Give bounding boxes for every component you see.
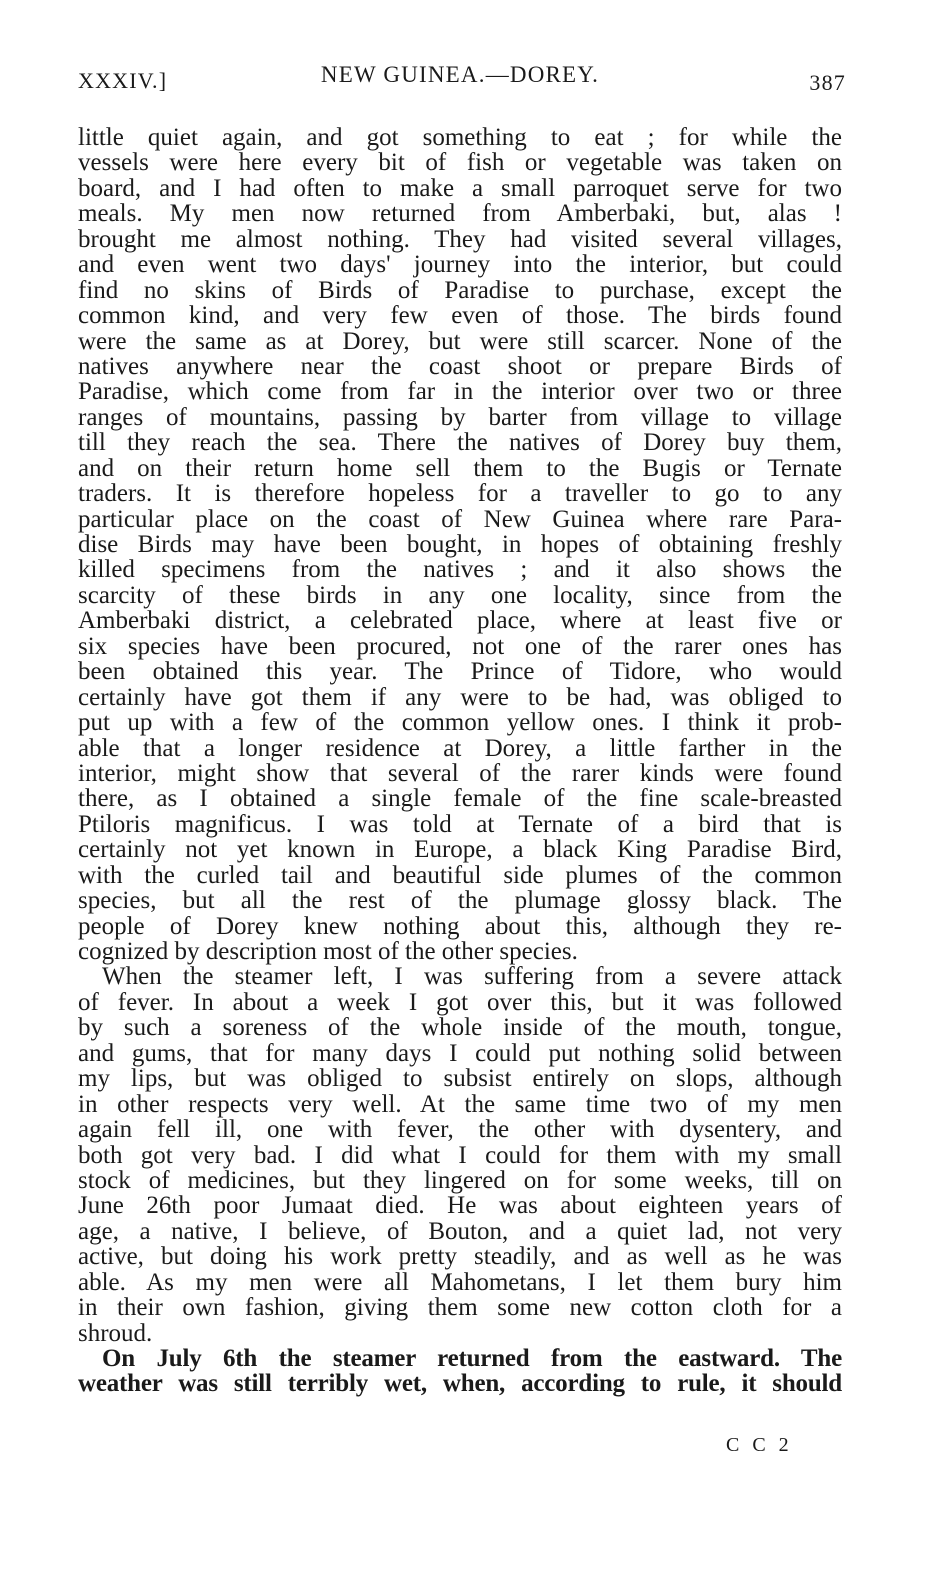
text-line: were the same as at Dorey, but were still scarcer. None of the	[78, 327, 842, 355]
text-line: brought me almost nothing. They had visited several villages,	[78, 225, 842, 253]
text-line: Amberbaki district, a celebrated place, where at least five or	[78, 607, 842, 635]
text-line: there, as I obtained a single female of the fine scale-breasted	[78, 785, 842, 813]
text-line: certainly have got them if any were to be had, was obliged to	[78, 683, 842, 711]
text-line: June 26th poor Jumaat died. He was about eighteen years of	[78, 1192, 842, 1220]
text-line: till they reach the sea. There the natives of Dorey buy them,	[78, 429, 842, 457]
text-line: shroud.	[78, 1319, 153, 1347]
text-line: meals. My men now returned from Amberbaki, but, alas !	[78, 200, 842, 228]
text-line: put up with a few of the common yellow ones. I think it prob-	[78, 709, 842, 737]
text-line: particular place on the coast of New Guinea where rare Para-	[78, 505, 842, 533]
text-line: certainly not yet known in Europe, a black King Paradise Bird,	[78, 836, 842, 864]
page-number: 387	[809, 70, 846, 95]
text-line: been obtained this year. The Prince of Tidore, who would	[78, 658, 842, 686]
text-line: On July 6th the steamer returned from the eastward. The	[102, 1345, 842, 1372]
text-line: little quiet again, and got something to eat ; for while the	[78, 124, 842, 151]
text-line: in other respects very well. At the same time two of my men	[78, 1090, 842, 1118]
paragraph-3	[78, 1346, 842, 1397]
text-line: by such a soreness of the whole inside of the mouth, tongue,	[78, 1014, 842, 1042]
text-line: species, but all the rest of the plumage glossy black. The	[78, 887, 842, 915]
text-line: traders. It is therefore hopeless for a traveller to go to any	[78, 480, 842, 508]
text-line: scarcity of these birds in any one locality, since from the	[78, 581, 842, 609]
text-line: of fever. In about a week I got over this, but it was followed	[78, 988, 842, 1016]
text-line: and on their return home sell them to the Bugis or Ternate	[78, 454, 842, 482]
text-line: killed specimens from the natives ; and it also shows the	[78, 556, 842, 584]
text-line: Paradise, which come from far in the interior over two or three	[78, 378, 842, 406]
text-line: six species have been procured, not one of the rarer ones has	[78, 632, 842, 660]
text-line: able. As my men were all Mahometans, I let them bury him	[78, 1268, 842, 1296]
body-text	[78, 125, 842, 1397]
text-line: active, but doing his work pretty steadily, and as well as he was	[78, 1243, 842, 1271]
text-line: both got very bad. I did what I could for them with my small	[78, 1141, 842, 1169]
text-line: ranges of mountains, passing by barter from village to village	[78, 403, 842, 431]
text-line: stock of medicines, but they lingered on for some weeks, till on	[78, 1166, 842, 1194]
text-line: people of Dorey knew nothing about this, although they re-	[78, 912, 842, 940]
text-line: When the steamer left, I was suffering from a severe attack	[102, 963, 842, 991]
text-line: age, a native, I believe, of Bouton, and a quiet lad, not very	[78, 1217, 842, 1245]
text-line: interior, might show that several of the rarer kinds were found	[78, 759, 842, 787]
text-line: my lips, but was obliged to subsist entirely on slops, although	[78, 1065, 842, 1093]
text-line: board, and I had often to make a small parroquet serve for two	[78, 174, 842, 202]
chapter-number: XXXIV.]	[78, 68, 168, 93]
text-line: dise Birds may have been bought, in hopes of obtaining freshly	[78, 531, 842, 558]
running-header	[78, 62, 846, 94]
text-line: Ptiloris magnificus. I was told at Ternate of a bird that is	[78, 810, 842, 838]
text-line: with the curled tail and beautiful side plumes of the common	[78, 861, 842, 889]
text-line: and even went two days' journey into the interior, but could	[78, 251, 842, 279]
text-line: and gums, that for many days I could put nothing solid between	[78, 1039, 842, 1067]
signature-mark: C C 2	[726, 1434, 793, 1456]
running-title: NEW GUINEA.—DOREY.	[320, 62, 600, 87]
text-line: again fell ill, one with fever, the other with dysentery, and	[78, 1116, 842, 1144]
text-line: able that a longer residence at Dorey, a little farther in the	[78, 734, 842, 762]
text-line: weather was still terribly wet, when, according to rule, it should	[78, 1370, 842, 1398]
text-line: common kind, and very few even of those. The birds found	[78, 302, 842, 330]
text-line: vessels were here every bit of fish or vegetable was taken on	[78, 149, 842, 177]
text-line: natives anywhere near the coast shoot or prepare Birds of	[78, 352, 842, 380]
text-line: cognized by description most of the other species.	[78, 938, 578, 965]
text-line: in their own fashion, giving them some new cotton cloth for a	[78, 1294, 842, 1322]
paragraph-2	[78, 964, 842, 1346]
paragraph-1	[78, 125, 842, 964]
text-line: find no skins of Birds of Paradise to purchase, except the	[78, 276, 842, 304]
